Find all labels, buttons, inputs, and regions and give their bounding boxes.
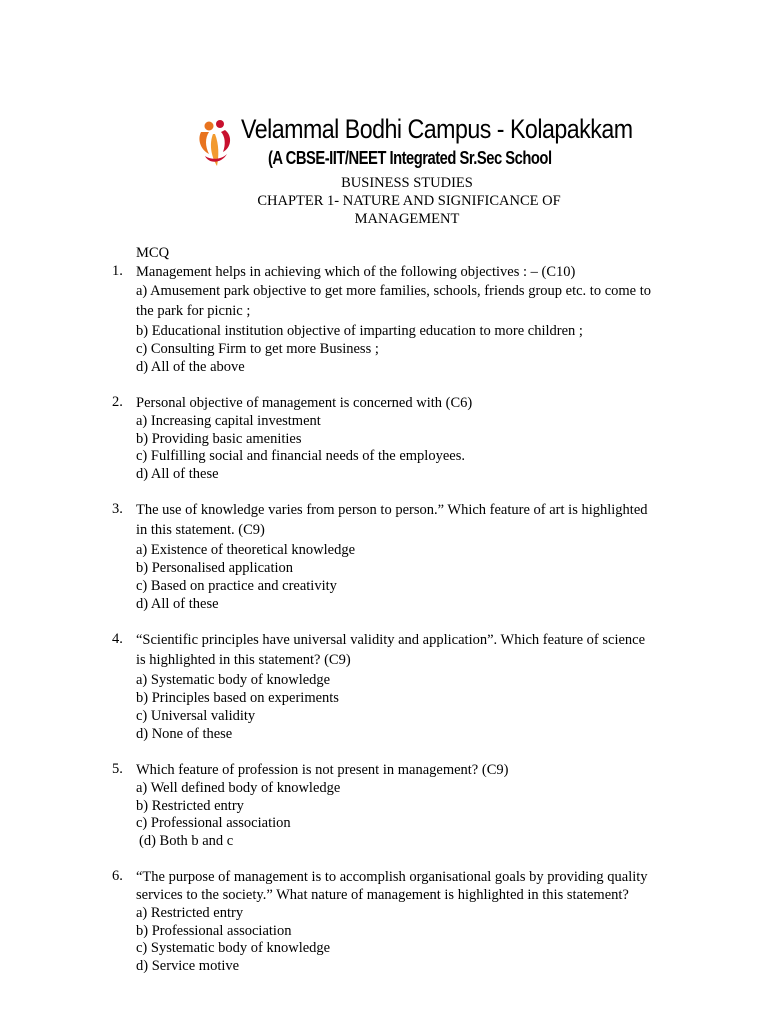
option-a: a) Increasing capital investment	[136, 413, 321, 429]
question-number: 5.	[112, 761, 123, 777]
option-c: c) Consulting Firm to get more Business ;	[136, 341, 379, 357]
school-logo-icon	[195, 116, 237, 170]
question-text: The use of knowledge varies from person to person.” Which feature of art is highlighted	[136, 502, 648, 518]
subject-title: BUSINESS STUDIES	[341, 175, 473, 191]
chapter-title-continued: MANAGEMENT	[354, 211, 460, 227]
question-text: “Scientific principles have universal validity and application”. Which feature of science	[136, 632, 646, 648]
chapter-title: CHAPTER 1- NATURE AND SIGNIFICANCE OF	[257, 193, 561, 209]
option-d: d) None of these	[136, 726, 233, 742]
question-number: 3.	[112, 501, 123, 517]
option-b: b) Restricted entry	[136, 798, 244, 814]
option-d: d) Service motive	[136, 958, 240, 974]
question-number: 1.	[112, 263, 123, 279]
question-number: 4.	[112, 631, 123, 647]
option-a: a) Existence of theoretical knowledge	[136, 542, 356, 558]
school-header	[195, 114, 655, 176]
option-d: d) All of these	[136, 596, 219, 612]
option-c: c) Universal validity	[136, 708, 256, 724]
option-a: a) Systematic body of knowledge	[136, 672, 331, 688]
question-text: Management helps in achieving which of the following objectives : – (C10)	[136, 264, 576, 280]
question-text: Personal objective of management is concerned with (C6)	[136, 395, 473, 411]
question-number: 6.	[112, 868, 123, 884]
option-b: b) Professional association	[136, 923, 292, 939]
school-name: Velammal Bodhi Campus - Kolapakkam	[241, 114, 633, 144]
question-number: 2.	[112, 394, 123, 410]
option-d: (d) Both b and c	[139, 833, 234, 849]
question-text-continued: is highlighted in this statement? (C9)	[136, 652, 351, 668]
question-text: “The purpose of management is to accomplish organisational goals by providing quality	[136, 869, 648, 885]
option-a: a) Amusement park objective to get more families, schools, friends group etc. to come to	[136, 283, 652, 299]
option-b: b) Principles based on experiments	[136, 690, 339, 706]
option-d: d) All of the above	[136, 359, 245, 375]
option-d: d) All of these	[136, 466, 219, 482]
option-b: b) Personalised application	[136, 560, 294, 576]
option-a-continued: the park for picnic ;	[136, 303, 251, 319]
option-c: c) Systematic body of knowledge	[136, 940, 331, 956]
school-subtitle: (A CBSE-IIT/NEET Integrated Sr.Sec School	[268, 148, 552, 168]
option-a: a) Restricted entry	[136, 905, 244, 921]
question-text-continued: services to the society.” What nature of management is highlighted in this statement?	[136, 887, 629, 903]
question-text-continued: in this statement. (C9)	[136, 522, 265, 538]
option-c: c) Based on practice and creativity	[136, 578, 337, 594]
option-a: a) Well defined body of knowledge	[136, 780, 341, 796]
section-label: MCQ	[136, 245, 170, 261]
option-b: b) Educational institution objective of imparting education to more children ;	[136, 323, 583, 339]
option-c: c) Fulfilling social and financial needs of the employees.	[136, 448, 465, 464]
document-titles	[0, 174, 768, 228]
option-c: c) Professional association	[136, 815, 291, 831]
option-b: b) Providing basic amenities	[136, 431, 302, 447]
question-text: Which feature of profession is not present in management? (C9)	[136, 762, 509, 778]
